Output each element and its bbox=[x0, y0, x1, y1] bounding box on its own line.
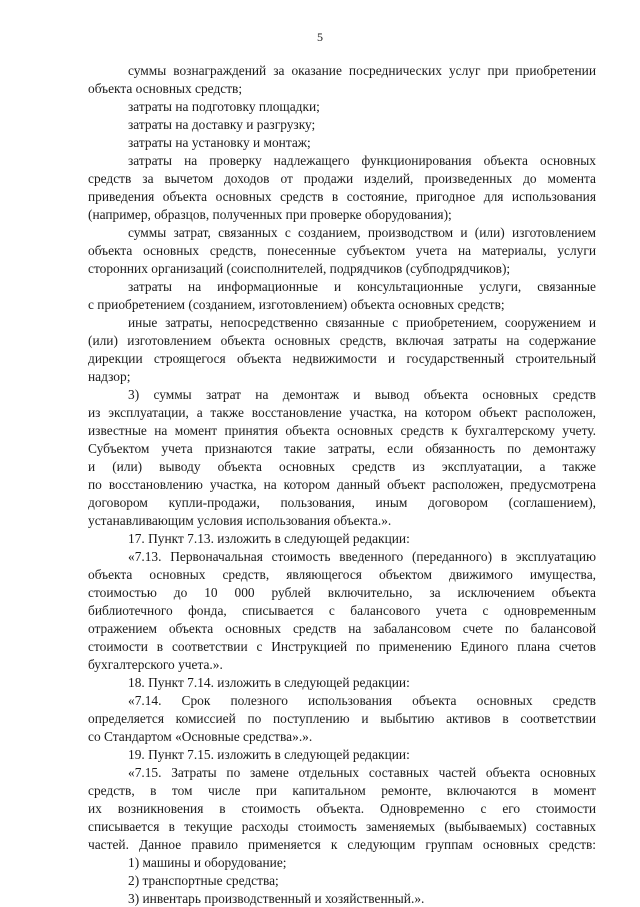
text-line: сторонних организаций (соисполнителей, подрядчиков (субподрядчиков); bbox=[88, 261, 511, 276]
page-number: 5 bbox=[317, 30, 323, 44]
text-line: Субъектом учета признаются такие затраты, если обязанность по демонтажу bbox=[88, 441, 596, 456]
text-line: 18. Пункт 7.14. изложить в следующей редакции: bbox=[128, 675, 410, 690]
text-line: «7.13. Первоначальная стоимость введенного (переданного) в эксплуатацию bbox=[128, 549, 596, 564]
text-line: известные на момент принятия объекта основных средств к бухгалтерскому учету. bbox=[88, 423, 596, 438]
text-line: и (или) выводу объекта основных средств из эксплуатации, а также bbox=[88, 459, 596, 474]
text-line: отражением объекта основных средств на забалансовом счете по балансовой bbox=[88, 621, 596, 636]
text-line: затраты на установку и монтаж; bbox=[128, 135, 311, 150]
text-line: дирекции строящегося объекта недвижимости и государственный строительный bbox=[88, 351, 596, 366]
text-line: средств за вычетом доходов от продажи изделий, произведенных до момента bbox=[88, 171, 596, 186]
text-line: определяется комиссией по поступлению и выбытию активов в соответствии bbox=[88, 711, 596, 726]
text-line: договором купли-продажи, пользования, иным договором (соглашением), bbox=[88, 495, 596, 510]
text-line: «7.14. Срок полезного использования объекта основных средств bbox=[128, 693, 596, 708]
text-line: бухгалтерского учета.». bbox=[88, 657, 223, 672]
text-line: 19. Пункт 7.15. изложить в следующей редакции: bbox=[128, 747, 410, 762]
text-line: из эксплуатации, а также восстановление участка, на котором объект расположен, bbox=[88, 405, 596, 420]
text-line: объекта основных средств, понесенные субъектом учета на материалы, услуги bbox=[88, 243, 596, 258]
text-line: 1) машины и оборудование; bbox=[128, 855, 287, 870]
text-line: приведения объекта основных средств в состояние, пригодное для использования bbox=[88, 189, 596, 204]
text-line: со Стандартом «Основные средства».». bbox=[88, 729, 313, 744]
text-line: частей. Данное правило применяется к следующим группам основных средств: bbox=[88, 837, 596, 852]
text-line: суммы вознаграждений за оказание посреднических услуг при приобретении bbox=[128, 63, 596, 78]
text-line: надзор; bbox=[88, 369, 131, 384]
text-line: объекта основных средств, являющегося объектом движимого имущества, bbox=[88, 567, 596, 582]
text-line: затраты на доставку и разгрузку; bbox=[128, 117, 316, 132]
text-line: по восстановлению участка, на котором данный объект расположен, предусмотрена bbox=[88, 477, 596, 492]
text-line: 2) транспортные средства; bbox=[128, 873, 279, 888]
text-line: (или) изготовлением объекта основных средств, включая затраты на содержание bbox=[88, 333, 596, 348]
text-line: 3) суммы затрат на демонтаж и вывод объекта основных средств bbox=[128, 387, 596, 402]
text-line: затраты на проверку надлежащего функционирования объекта основных bbox=[128, 153, 596, 168]
text-line: стоимости в соответствии с Инструкцией по применению Единого плана счетов bbox=[88, 639, 596, 654]
text-line: их возникновения в стоимость объекта. Одновременно с его стоимости bbox=[88, 801, 596, 816]
text-line: стоимостью до 10 000 рублей включительно, за исключением объекта bbox=[88, 585, 596, 600]
text-line: (например, образцов, полученных при проверке оборудования); bbox=[88, 207, 452, 222]
text-line: устанавливающим условия использования объекта.». bbox=[88, 513, 392, 528]
text-line: суммы затрат, связанных с созданием, производством и (или) изготовлением bbox=[128, 225, 596, 240]
text-line: 17. Пункт 7.13. изложить в следующей редакции: bbox=[128, 531, 410, 546]
text-line: средств, в том числе при капитальном ремонте, включаются в момент bbox=[88, 783, 596, 798]
text-line: затраты на подготовку площадки; bbox=[128, 99, 320, 114]
text-line: «7.15. Затраты по замене отдельных составных частей объекта основных bbox=[128, 765, 596, 780]
text-line: 3) инвентарь производственный и хозяйственный.». bbox=[128, 891, 425, 906]
text-line: библиотечного фонда, списывается с балансового учета с одновременным bbox=[88, 603, 596, 618]
text-line: объекта основных средств; bbox=[88, 81, 243, 96]
text-line: с приобретением (созданием, изготовлением) объекта основных средств; bbox=[88, 297, 505, 312]
text-line: списывается в текущие расходы стоимость заменяемых (выбываемых) составных bbox=[88, 819, 596, 834]
text-line: иные затраты, непосредственно связанные с приобретением, сооружением и bbox=[128, 315, 596, 330]
text-line: затраты на информационные и консультационные услуги, связанные bbox=[128, 279, 596, 294]
